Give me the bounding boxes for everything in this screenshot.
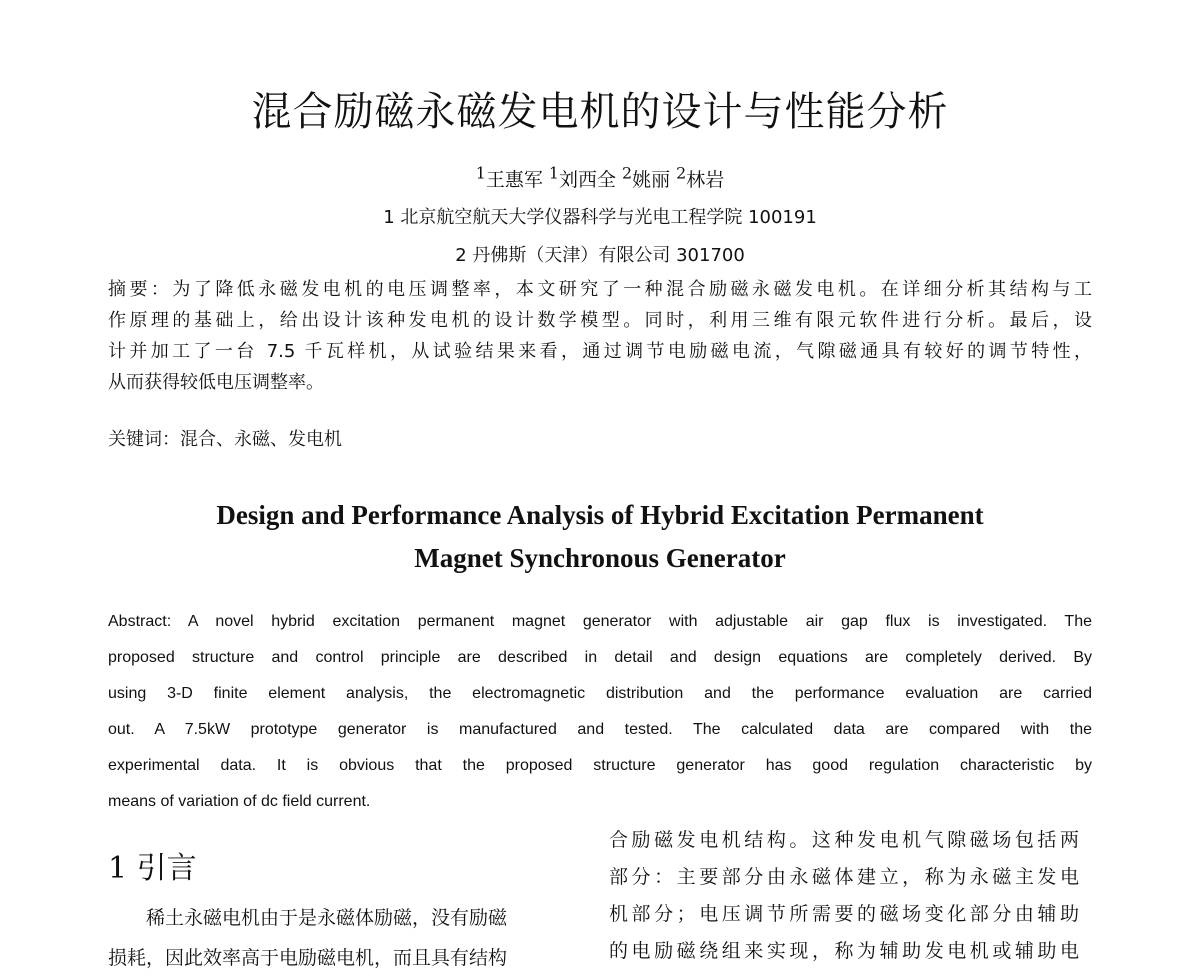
body-text-line: 部分：主要部分由永磁体建立，称为永磁主发电 — [609, 866, 1079, 888]
author — [622, 164, 671, 192]
author-list — [0, 164, 1200, 192]
body-text-line: 损耗，因此效率高于电励磁电机，而且具有结构 — [108, 947, 508, 969]
author-affil-mark: 1 — [548, 164, 559, 183]
paper-title-en-line2: Magnet Synchronous Generator — [414, 543, 786, 573]
author-name: 林岩 — [686, 169, 725, 192]
author-affil-mark: 2 — [676, 164, 687, 183]
paper-title-en-line1: Design and Performance Analysis of Hybrid Excitation Permanent — [216, 500, 984, 530]
body-text-line: 的电励磁绕组来实现，称为辅助发电机或辅助电 — [609, 940, 1079, 962]
abstract-en-line: means of variation of dc field current. — [108, 793, 371, 810]
affiliation-1: 1 北京航空航天大学仪器科学与光电工程学院 100191 — [383, 207, 817, 228]
author — [676, 164, 725, 192]
body-text-line: 合励磁发电机结构。这种发电机气隙磁场包括两 — [609, 829, 1079, 851]
abstract-cn — [108, 274, 1092, 398]
keywords-cn: 关键词：混合、永磁、发电机 — [108, 429, 342, 450]
abstract-cn-line: 摘要：为了降低永磁发电机的电压调整率，本文研究了一种混合励磁永磁发电机。在详细分析其结构与工 — [108, 279, 1092, 300]
abstract-cn-line: 作原理的基础上，给出设计该种发电机的设计数学模型。同时，利用三维有限元软件进行分析。最后，设 — [108, 310, 1092, 331]
author-name: 王惠军 — [485, 169, 543, 192]
author-name: 刘西全 — [558, 169, 616, 192]
affiliation-2: 2 丹佛斯（天津）有限公司 301700 — [455, 245, 745, 266]
author — [475, 164, 543, 192]
section-heading-introduction: 1 引言 — [108, 851, 197, 886]
abstract-en — [108, 604, 1092, 820]
abstract-cn-line: 从而获得较低电压调整率。 — [108, 372, 324, 393]
author-affil-mark: 2 — [622, 164, 633, 183]
body-text-line: 稀土永磁电机由于是永磁体励磁，没有励磁 — [108, 907, 508, 929]
abstract-en-line: proposed structure and control principle are described in detail and design equations are completely derived. By — [108, 649, 1092, 666]
body-column-right — [609, 822, 1079, 970]
author — [548, 164, 616, 192]
abstract-en-line: experimental data. It is obvious that the proposed structure generator has good regulation characteristic by — [108, 757, 1092, 774]
abstract-en-line: Abstract: A novel hybrid excitation permanent magnet generator with adjustable air gap flux is investigated. The — [108, 613, 1092, 630]
author-name: 姚丽 — [632, 169, 671, 192]
abstract-en-line: out. A 7.5kW prototype generator is manufactured and tested. The calculated data are compared with the — [108, 721, 1092, 738]
abstract-cn-line: 计并加工了一台 7.5 千瓦样机，从试验结果来看，通过调节电励磁电流，气隙磁通具有较好的调节特性， — [108, 341, 1092, 362]
body-text-line: 机部分；电压调节所需要的磁场变化部分由辅助 — [609, 903, 1079, 925]
abstract-en-line: using 3-D finite element analysis, the electromagnetic distribution and the performance evaluation are carried — [108, 685, 1092, 702]
body-column-left — [108, 898, 558, 978]
paper-title-cn: 混合励磁永磁发电机的设计与性能分析 — [251, 89, 949, 135]
author-affil-mark: 1 — [475, 164, 486, 183]
